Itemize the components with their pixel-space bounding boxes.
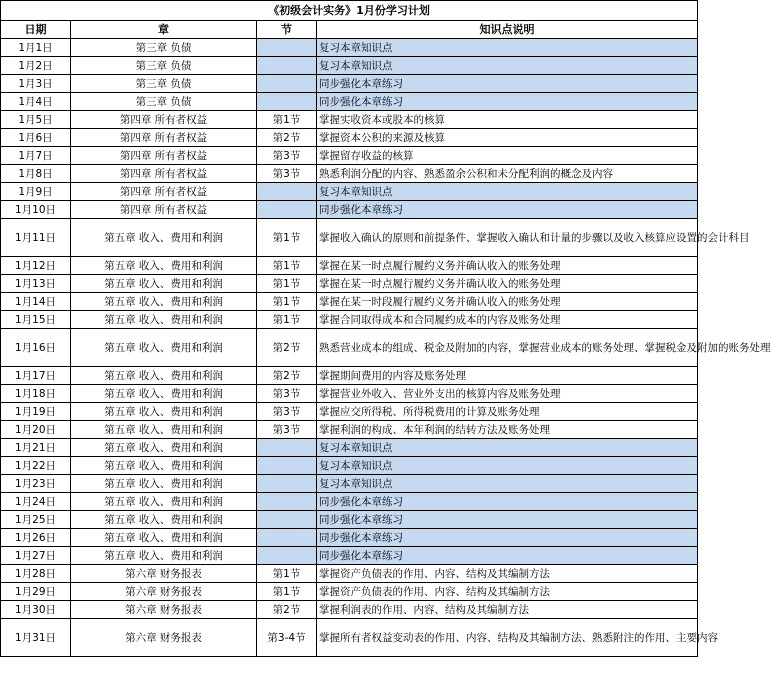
date-cell: 1月2日 <box>1 57 71 75</box>
date-cell: 1月8日 <box>1 165 71 183</box>
table-row <box>1 293 698 311</box>
date-cell: 1月15日 <box>1 311 71 329</box>
table-row <box>1 529 698 547</box>
date-cell: 1月9日 <box>1 183 71 201</box>
section-cell <box>257 57 317 75</box>
table-row <box>1 367 698 385</box>
date-cell: 1月5日 <box>1 111 71 129</box>
section-cell <box>257 39 317 57</box>
table-row <box>1 75 698 93</box>
section-cell <box>257 183 317 201</box>
section-cell: 第1节 <box>257 583 317 601</box>
section-cell <box>257 75 317 93</box>
chapter-cell: 第三章 负债 <box>71 39 257 57</box>
note-cell: 掌握资本公积的来源及核算 <box>317 129 698 147</box>
chapter-cell: 第五章 收入、费用和利润 <box>71 257 257 275</box>
chapter-cell: 第五章 收入、费用和利润 <box>71 529 257 547</box>
table-row <box>1 147 698 165</box>
note-cell: 同步强化本章练习 <box>317 493 698 511</box>
table-row <box>1 583 698 601</box>
chapter-cell: 第四章 所有者权益 <box>71 129 257 147</box>
note-cell: 掌握合同取得成本和合同履约成本的内容及账务处理 <box>317 311 698 329</box>
chapter-cell: 第五章 收入、费用和利润 <box>71 547 257 565</box>
date-cell: 1月28日 <box>1 565 71 583</box>
table-row <box>1 493 698 511</box>
date-cell: 1月16日 <box>1 329 71 367</box>
date-cell: 1月13日 <box>1 275 71 293</box>
section-cell <box>257 201 317 219</box>
table-row <box>1 201 698 219</box>
note-cell: 熟悉利润分配的内容、熟悉盈余公积和未分配利润的概念及内容 <box>317 165 698 183</box>
note-cell: 掌握期间费用的内容及账务处理 <box>317 367 698 385</box>
note-cell: 掌握营业外收入、营业外支出的核算内容及账务处理 <box>317 385 698 403</box>
section-cell <box>257 475 317 493</box>
note-cell: 同步强化本章练习 <box>317 547 698 565</box>
chapter-cell: 第五章 收入、费用和利润 <box>71 421 257 439</box>
section-cell <box>257 511 317 529</box>
section-cell <box>257 457 317 475</box>
chapter-cell: 第六章 财务报表 <box>71 583 257 601</box>
table-row <box>1 57 698 75</box>
chapter-cell: 第五章 收入、费用和利润 <box>71 385 257 403</box>
chapter-cell: 第五章 收入、费用和利润 <box>71 475 257 493</box>
chapter-cell: 第三章 负债 <box>71 75 257 93</box>
chapter-cell: 第五章 收入、费用和利润 <box>71 311 257 329</box>
note-cell: 掌握所有者权益变动表的作用、内容、结构及其编制方法、熟悉附注的作用、主要内容 <box>317 619 698 657</box>
date-cell: 1月14日 <box>1 293 71 311</box>
table-row <box>1 403 698 421</box>
section-cell: 第3节 <box>257 165 317 183</box>
section-cell: 第1节 <box>257 257 317 275</box>
note-cell: 掌握资产负债表的作用、内容、结构及其编制方法 <box>317 565 698 583</box>
chapter-cell: 第五章 收入、费用和利润 <box>71 367 257 385</box>
title-row <box>1 1 698 21</box>
table-row <box>1 565 698 583</box>
date-cell: 1月22日 <box>1 457 71 475</box>
note-cell: 复习本章知识点 <box>317 439 698 457</box>
note-cell: 复习本章知识点 <box>317 457 698 475</box>
date-cell: 1月12日 <box>1 257 71 275</box>
section-cell: 第2节 <box>257 329 317 367</box>
table-row <box>1 93 698 111</box>
table-row <box>1 275 698 293</box>
date-cell: 1月26日 <box>1 529 71 547</box>
note-cell: 熟悉营业成本的组成、税金及附加的内容，掌握营业成本的账务处理、掌握税金及附加的账务处理 <box>317 329 698 367</box>
note-cell: 掌握利润的构成、本年利润的结转方法及账务处理 <box>317 421 698 439</box>
date-cell: 1月27日 <box>1 547 71 565</box>
note-cell: 掌握应交所得税、所得税费用的计算及账务处理 <box>317 403 698 421</box>
section-cell <box>257 529 317 547</box>
date-cell: 1月11日 <box>1 219 71 257</box>
table-row <box>1 601 698 619</box>
date-cell: 1月20日 <box>1 421 71 439</box>
date-cell: 1月19日 <box>1 403 71 421</box>
note-cell: 复习本章知识点 <box>317 475 698 493</box>
header-notes: 知识点说明 <box>317 21 698 39</box>
chapter-cell: 第五章 收入、费用和利润 <box>71 493 257 511</box>
table-row <box>1 165 698 183</box>
chapter-cell: 第六章 财务报表 <box>71 619 257 657</box>
chapter-cell: 第四章 所有者权益 <box>71 147 257 165</box>
date-cell: 1月21日 <box>1 439 71 457</box>
table-row <box>1 385 698 403</box>
date-cell: 1月18日 <box>1 385 71 403</box>
table-row <box>1 219 698 257</box>
chapter-cell: 第五章 收入、费用和利润 <box>71 511 257 529</box>
note-cell: 掌握在某一时点履行履约义务并确认收入的账务处理 <box>317 275 698 293</box>
section-cell: 第3节 <box>257 403 317 421</box>
date-cell: 1月17日 <box>1 367 71 385</box>
table-row <box>1 257 698 275</box>
header-row <box>1 21 698 39</box>
table-row <box>1 547 698 565</box>
section-cell <box>257 93 317 111</box>
header-date: 日期 <box>1 21 71 39</box>
section-cell: 第2节 <box>257 367 317 385</box>
date-cell: 1月30日 <box>1 601 71 619</box>
table-row <box>1 619 698 657</box>
section-cell: 第3节 <box>257 147 317 165</box>
note-cell: 掌握在某一时点履行履约义务并确认收入的账务处理 <box>317 257 698 275</box>
chapter-cell: 第五章 收入、费用和利润 <box>71 293 257 311</box>
note-cell: 掌握资产负债表的作用、内容、结构及其编制方法 <box>317 583 698 601</box>
note-cell: 复习本章知识点 <box>317 57 698 75</box>
table-row <box>1 329 698 367</box>
table-title: 《初级会计实务》1月份学习计划 <box>1 1 698 21</box>
chapter-cell: 第四章 所有者权益 <box>71 165 257 183</box>
section-cell: 第1节 <box>257 293 317 311</box>
table-row <box>1 475 698 493</box>
section-cell: 第3-4节 <box>257 619 317 657</box>
chapter-cell: 第三章 负债 <box>71 93 257 111</box>
chapter-cell: 第五章 收入、费用和利润 <box>71 457 257 475</box>
table-row <box>1 129 698 147</box>
note-cell: 掌握实收资本或股本的核算 <box>317 111 698 129</box>
header-section: 节 <box>257 21 317 39</box>
chapter-cell: 第六章 财务报表 <box>71 565 257 583</box>
section-cell: 第2节 <box>257 601 317 619</box>
date-cell: 1月29日 <box>1 583 71 601</box>
chapter-cell: 第五章 收入、费用和利润 <box>71 329 257 367</box>
chapter-cell: 第五章 收入、费用和利润 <box>71 403 257 421</box>
date-cell: 1月4日 <box>1 93 71 111</box>
date-cell: 1月25日 <box>1 511 71 529</box>
table-body <box>1 39 771 657</box>
section-cell: 第1节 <box>257 111 317 129</box>
note-cell: 同步强化本章练习 <box>317 201 698 219</box>
table-row <box>1 439 698 457</box>
note-cell: 掌握利润表的作用、内容、结构及其编制方法 <box>317 601 698 619</box>
section-cell: 第1节 <box>257 311 317 329</box>
table-row <box>1 311 698 329</box>
table-row <box>1 457 698 475</box>
note-cell: 同步强化本章练习 <box>317 75 698 93</box>
section-cell: 第3节 <box>257 421 317 439</box>
note-cell: 掌握在某一时段履行履约义务并确认收入的账务处理 <box>317 293 698 311</box>
section-cell: 第2节 <box>257 129 317 147</box>
note-cell: 同步强化本章练习 <box>317 93 698 111</box>
section-cell <box>257 493 317 511</box>
table-row <box>1 511 698 529</box>
date-cell: 1月23日 <box>1 475 71 493</box>
section-cell: 第1节 <box>257 565 317 583</box>
note-cell: 掌握收入确认的原则和前提条件、掌握收入确认和计量的步骤以及收入核算应设置的会计科目 <box>317 219 698 257</box>
section-cell: 第1节 <box>257 275 317 293</box>
date-cell: 1月10日 <box>1 201 71 219</box>
section-cell <box>257 547 317 565</box>
date-cell: 1月31日 <box>1 619 71 657</box>
date-cell: 1月7日 <box>1 147 71 165</box>
note-cell: 同步强化本章练习 <box>317 511 698 529</box>
date-cell: 1月24日 <box>1 493 71 511</box>
section-cell: 第3节 <box>257 385 317 403</box>
header-chapter: 章 <box>71 21 257 39</box>
date-cell: 1月6日 <box>1 129 71 147</box>
note-cell: 掌握留存收益的核算 <box>317 147 698 165</box>
date-cell: 1月1日 <box>1 39 71 57</box>
chapter-cell: 第四章 所有者权益 <box>71 111 257 129</box>
chapter-cell: 第三章 负债 <box>71 57 257 75</box>
section-cell: 第1节 <box>257 219 317 257</box>
note-cell: 复习本章知识点 <box>317 183 698 201</box>
table-row <box>1 39 698 57</box>
chapter-cell: 第五章 收入、费用和利润 <box>71 219 257 257</box>
note-cell: 同步强化本章练习 <box>317 529 698 547</box>
chapter-cell: 第六章 财务报表 <box>71 601 257 619</box>
table-row <box>1 183 698 201</box>
chapter-cell: 第四章 所有者权益 <box>71 183 257 201</box>
note-cell: 复习本章知识点 <box>317 39 698 57</box>
date-cell: 1月3日 <box>1 75 71 93</box>
chapter-cell: 第五章 收入、费用和利润 <box>71 275 257 293</box>
chapter-cell: 第五章 收入、费用和利润 <box>71 439 257 457</box>
chapter-cell: 第四章 所有者权益 <box>71 201 257 219</box>
section-cell <box>257 439 317 457</box>
table-row <box>1 111 698 129</box>
table-row <box>1 421 698 439</box>
